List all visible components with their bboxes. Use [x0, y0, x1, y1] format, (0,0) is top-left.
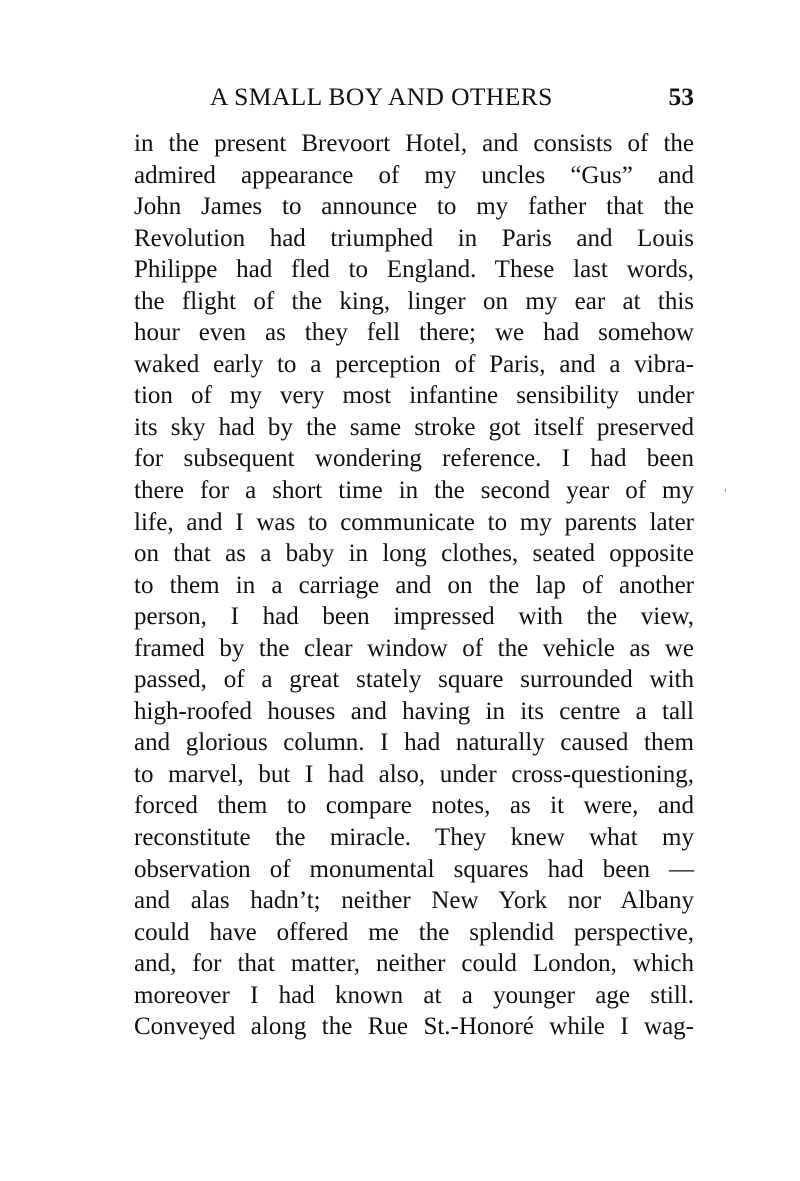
text-line: for subsequent wondering reference. I had been — [134, 445, 694, 473]
running-head — [134, 80, 694, 114]
text-line: passed, of a great stately square surrounded with — [134, 666, 694, 694]
body-text — [134, 128, 694, 1043]
text-line: tion of my very most infantine sensibility under — [134, 382, 694, 410]
text-line: reconstitute the miracle. They knew what my — [134, 824, 694, 852]
text-line: on that as a baby in long clothes, seated opposite — [134, 540, 694, 568]
text-line: high-roofed houses and having in its centre a tall — [134, 697, 694, 725]
text-line: life, and I was to communicate to my parents later — [134, 508, 694, 536]
running-title: A SMALL BOY AND OTHERS — [210, 82, 553, 111]
text-line: framed by the clear window of the vehicle as we — [134, 634, 694, 662]
text-line: waked early to a perception of Paris, and a vibra- — [134, 350, 694, 378]
text-line: its sky had by the same stroke got itself preserved — [134, 413, 694, 441]
text-line: in the present Brevoort Hotel, and consists of the — [134, 130, 694, 157]
text-line: and, for that matter, neither could London, which — [134, 950, 694, 978]
text-line: Conveyed along the Rue St.-Honoré while I wag- — [134, 1013, 694, 1041]
text-line: observation of monumental squares had been — — [134, 855, 694, 883]
text-line: to them in a carriage and on the lap of another — [134, 571, 694, 599]
text-line: John James to announce to my father that the — [134, 193, 694, 221]
text-line: Philippe had fled to England. These last words, — [134, 256, 694, 284]
text-line: hour even as they fell there; we had somehow — [134, 319, 694, 347]
text-line: forced them to compare notes, as it were, and — [134, 792, 694, 820]
text-line: admired appearance of my uncles “Gus” and — [134, 161, 694, 189]
text-line: Revolution had triumphed in Paris and Louis — [134, 224, 694, 252]
text-line: to marvel, but I had also, under cross-questioning, — [134, 760, 694, 788]
text-line: could have offered me the splendid perspective, — [134, 918, 694, 946]
text-line: person, I had been impressed with the view, — [134, 603, 694, 631]
text-line: there for a short time in the second year of my — [134, 477, 694, 505]
text-line: the flight of the king, linger on my ear at this — [134, 287, 694, 315]
text-line: and alas hadn’t; neither New York nor Albany — [134, 887, 694, 915]
text-line: moreover I had known at a younger age still. — [134, 981, 694, 1009]
text-line: and glorious column. I had naturally caused them — [134, 729, 694, 757]
page-number: 53 — [668, 82, 694, 111]
margin-speck — [725, 489, 726, 492]
